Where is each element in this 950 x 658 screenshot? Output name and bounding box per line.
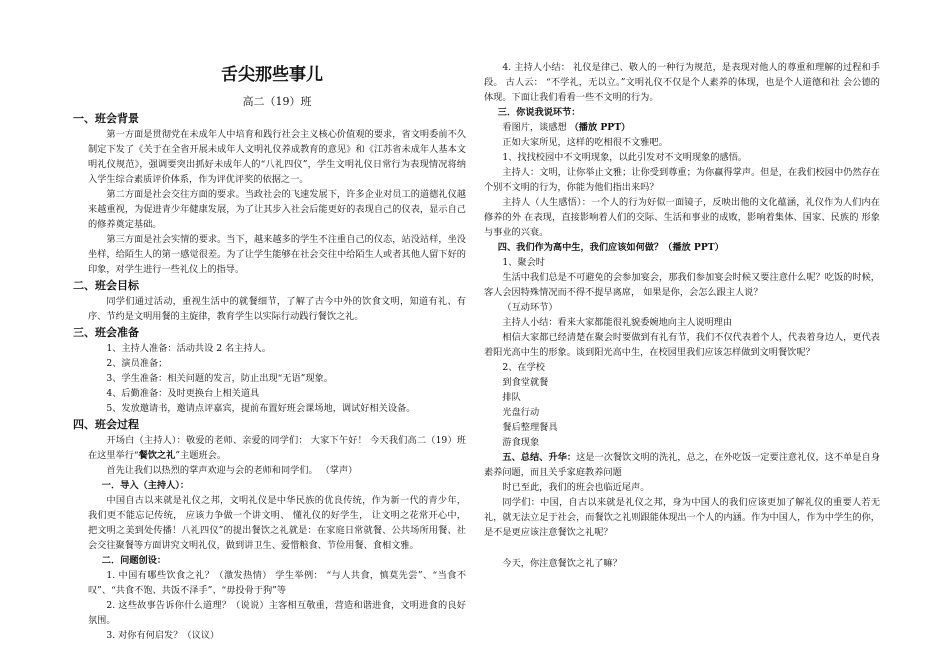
goal-paragraph: 同学们通过活动，重视生活中的就餐细节，了解了古今中外的饮食文明，知道有礼、有序、节约是文明用餐的主旋律，教育学生以实际行动践行餐饮之礼。	[88, 296, 466, 322]
closing-time: 时已至此，我们的班会也临近尾声。	[502, 482, 650, 493]
section-heading-preparation: 三、班会准备	[73, 326, 139, 339]
final-paragraph: 同学们：中国，自古以来就是礼仪之邦，身为中国人的我们应该更加了解礼仪的重要人若无礼，就无法立足于社会，而餐饮之礼则跟能体现出一个人的内涵。作为中国人，作为中学生的你，是不是更应该注意餐饮之礼呢？	[484, 497, 880, 538]
party-paragraph: 生活中我们总是不可避免的会参加宴会，那我们参加宴会时候又要注意什么呢？吃饭的时候，客人会因特殊情况而不得不提早离席， 如果是你，会怎么跟主人说？	[484, 272, 880, 298]
section-heading-goal: 二、班会目标	[73, 279, 139, 292]
believe-paragraph: 相信大家都已经清楚在聚会时要做到有礼有节，我们不仅代表着个人，代表着身边人，更代表着阳光高中生的形象。谈到阳光高中生，在校园里我们应该怎样做到文明餐饮呢？	[484, 332, 880, 358]
look-comment: 正如大家所见，这样的吃相很不文雅吧。	[502, 137, 668, 148]
look-picture-line	[484, 120, 880, 135]
welcome-paragraph: 首先让我们以热烈的掌声欢迎与会的老师和同学们。 （掌声）	[106, 465, 358, 476]
conclusion-heading: 五、总结、升华：	[502, 452, 577, 463]
spacer	[484, 540, 880, 556]
conclusion-paragraph	[484, 450, 880, 480]
look-picture-text: 看图片，谈感想	[502, 122, 570, 133]
left-column	[73, 0, 466, 643]
right-column	[484, 60, 880, 571]
interaction-label: （互动环节）	[502, 302, 558, 313]
school-item: 2、在学校	[502, 362, 545, 373]
last-question: 今天，你注意餐饮之礼了嘛？	[502, 558, 622, 569]
school-item: 到食堂就餐	[502, 377, 549, 388]
opening-paragraph	[88, 433, 466, 463]
school-item: 游食现象	[502, 437, 540, 448]
opening-text: 开场白（主持人）：敬爱的老师、亲爱的同学们： 大家下午好！ 今天我们高二（19）班在这里举行“	[88, 435, 466, 461]
section-heading-process: 四、班会过程	[73, 418, 139, 431]
summary-paragraph-4: 4. 主持人小结： 礼仪是律己、敬人的一种行为规范，是表现对他人的尊重和理解的过程和手段。 古人云： “不学礼，无以立。”文明礼仪不仅是个人素养的体现，也是个人道德和社 会公德的体现。下面让我们看看一些不文明的行为。	[484, 62, 880, 103]
background-paragraph-3: 第三方面是社会实情的要求。当下，越来越多的学生不注重自己的仪态，站没站样，坐没坐样，给陌生人的第一感觉很差。为了让学生能够在社会交往中给陌生人或者其他人留下好的印象，对学生进行一些礼仪上的指导。	[88, 234, 466, 275]
question-3: 3. 对你有何启发？（议议）	[106, 630, 220, 641]
background-paragraph-2: 第二方面是社会交往方面的要求。当政社会的飞速发展下，许多企业对员工的道德礼仪越来越重视，为促进青少年健康发展，为了让其步入社会后能更好的表现自己的仪表，显示自己的修养奠定基础。	[88, 189, 466, 230]
prep-item: 5、发放邀请书，邀请点评嘉宾，提前布置好班会课场地，调试好相关设备。	[106, 403, 416, 414]
page-title: 舌尖那些事儿	[221, 65, 323, 85]
prep-item: 1、主持人准备：活动共设 2 名主持人。	[106, 343, 271, 354]
opening-text-end: ”主题班会。	[175, 450, 227, 461]
conclusion-text: 这是一次餐饮文明的洗礼，总之，在外吃饭一定要注意礼仪，这不单是自身素养问题，而且关乎家庭教养问题	[484, 452, 881, 478]
subheading-questions: 二．问题创设：	[101, 555, 167, 566]
background-paragraph-1: 第一方面是贯彻党在未成年人中培育和践行社会主义核心价值观的要求，省文明委前不久制定下发了《关于在全省开展未成年人文明礼仪养成教育的意见》和《江苏省未成年人基本文明礼仪规范》，强调要突出抓好未成年人的“八礼四仪”，学生文明礼仪日常行为表现情况将纳入学生综合素质评价体系，作为评优评奖的依据之一。	[88, 129, 466, 185]
subheading-intro: 一．导入（主持人）：	[101, 480, 190, 491]
host-summary: 主持人小结：看来大家都能很礼貌委婉地向主人说明理由	[502, 317, 733, 328]
host-paragraph-2: 主持人（人生感悟）：一个人的行为好似一面镜子，反映出他的文化蕴涵，礼仪作为人们内在修养的外 在表现，直接影响着人们的交际、生活和事业的成败，影响着集体、国家、民族的 形象与事业的兴衰。	[484, 197, 880, 238]
subheading-discussion: 三．你说我说环节：	[497, 107, 581, 118]
question-2: 2. 这些故事告诉你什么道理？（说说）主客相互敬重，营造和谐进食，文明进食的良好氛围。	[88, 600, 466, 626]
section-heading-background: 一、班会背景	[73, 112, 139, 125]
school-item: 排队	[502, 392, 521, 403]
find-phenomena: 1、找找校园中不文明现象，以此引发对不文明现象的感悟。	[502, 152, 748, 163]
subheading-what-to-do: 四、我们作为高中生，我们应该如何做？（播放 PPT）	[497, 242, 724, 253]
theme-name: 餐饮之礼	[138, 450, 176, 461]
party-heading: 1、聚会时	[502, 257, 545, 268]
play-ppt-label: （播放 PPT）	[569, 122, 631, 133]
school-item: 餐后整理餐具	[502, 422, 558, 433]
prep-item: 4、后勤准备：及时更换台上相关道具	[106, 388, 260, 399]
question-1: 1. 中国有哪些饮食之礼？（激发热情） 学生举例： “与人共食，慎莫先尝”、“当食不叹”、“共食不饱、共饭不泽手”、“毋投骨于狗”等	[88, 570, 466, 596]
prep-item: 2、演员准备；	[106, 358, 168, 369]
class-subtitle: 高二（19）班	[242, 95, 312, 108]
host-paragraph-1: 主持人：文明，让你举止文雅；让你受到尊重；为你赢得掌声。但是，在我们校园中仍然存在个别不文明的行为，你能为他们指出来吗？	[484, 167, 880, 193]
school-item: 光盘行动	[502, 407, 540, 418]
prep-item: 3、学生准备：相关问题的发言，防止出现“无语”现象。	[106, 373, 333, 384]
intro-paragraph: 中国自古以来就是礼仪之邦，文明礼仪是中华民族的优良传统，作为新一代的青少年， 我们更不能忘记传统， 应该力争做一个讲文明、 懂礼仪的好学生， 让文明之花常开心中， 把文明之美到处传播！八礼四仪”的提出餐饮之礼就是：在家庭日常就餐、公共场所用餐、社会交往聚餐等方面讲究文明礼仪，做到讲卫生、爱惜粮食、节俭用餐、食相文雅。	[88, 495, 466, 551]
